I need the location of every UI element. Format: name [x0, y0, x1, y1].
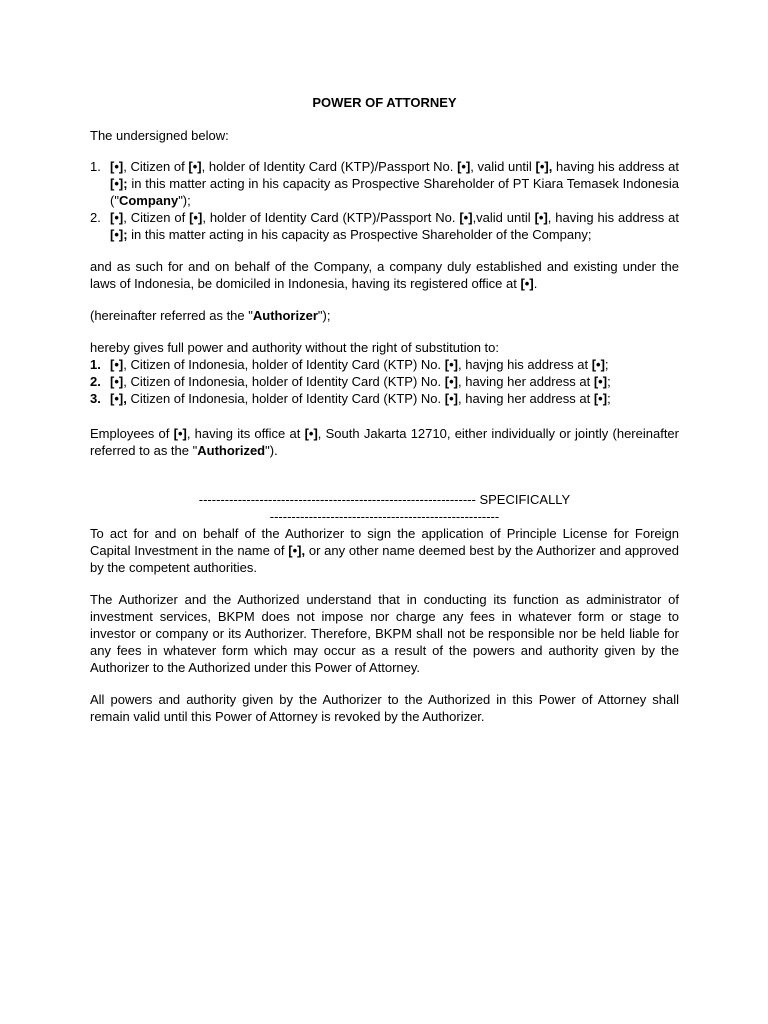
bold-run: [•], — [110, 391, 127, 406]
grantor-number: 1. — [90, 159, 101, 174]
text-run: , Citizen of — [123, 210, 190, 225]
text-run: , South Jakarta 12710, either individually or jointly (hereinafter referred to as the " — [90, 426, 679, 458]
text-run: , Citizen of Indonesia, holder of Identity Card (KTP) No. — [123, 374, 445, 389]
text-run: , having her address at — [457, 391, 594, 406]
text-run: ; — [607, 391, 611, 406]
bold-run: Authorized — [197, 443, 266, 458]
grantor-item — [90, 209, 679, 243]
text-run: "); — [317, 308, 331, 323]
hereinafter-paragraph — [90, 307, 679, 324]
text-run: , valid until — [470, 159, 536, 174]
bold-run: [•] — [188, 159, 202, 174]
bold-run: Authorizer — [252, 308, 318, 323]
bold-run: [•] — [173, 426, 187, 441]
text-run: To act for and on behalf of the Authorizer to sign the application of Principle License for Foreign Capital Investment in the name of — [90, 526, 679, 558]
bold-run: [•] — [444, 374, 458, 389]
text-run: in this matter acting in his capacity as Prospective Shareholder of PT Kiara Temasek Indonesia (" — [110, 176, 679, 208]
bold-run: [•] — [189, 210, 203, 225]
intro-text: The undersigned below: — [90, 128, 229, 143]
text-run: , havjng his address at — [457, 357, 592, 372]
grantee-number: 1. — [90, 357, 101, 372]
text-run: or any other name deemed best by the Authorizer and approved by the competent authorities. — [90, 543, 679, 575]
bold-run: [•] — [457, 159, 471, 174]
grantor-text — [110, 210, 679, 242]
text-run: and as such for and on behalf of the Company, a company duly established and existing under the laws of Indonesia, be domiciled in Indonesia, having its registered office at — [90, 259, 679, 291]
bold-run: [•] — [593, 374, 608, 389]
grantee-text — [110, 357, 609, 372]
text-run: , Citizen of Indonesia, holder of Identity Card (KTP) No. — [123, 357, 445, 372]
grantee-item — [90, 356, 679, 373]
grantee-number: 2. — [90, 374, 101, 389]
bold-run: [•]; — [110, 176, 128, 191]
bold-run: [•], — [535, 159, 553, 174]
text-run: ; — [607, 374, 611, 389]
text-run: ; — [604, 357, 609, 372]
bold-run: [•] — [593, 391, 608, 406]
grant-intro: hereby gives full power and authority without the right of substitution to: — [90, 340, 500, 355]
bold-run: [•] — [304, 426, 318, 441]
text-run: , having his address at — [547, 210, 679, 225]
grantee-text — [110, 374, 611, 389]
bold-run: [•] — [110, 210, 124, 225]
text-run: (hereinafter referred as the " — [90, 308, 253, 323]
specifically-heading: ---------------------------------------------------------------- SPECIFICALLY — [198, 492, 571, 507]
grantee-list — [90, 356, 679, 407]
bold-run: [•] — [110, 357, 124, 372]
specifically-underline: ----------------------------------------------------- — [269, 509, 500, 524]
text-run: "); — [178, 193, 191, 208]
text-run: . — [533, 276, 538, 291]
bold-run: [•] — [459, 210, 473, 225]
text-run: , Citizen of — [123, 159, 189, 174]
bold-run: [•], — [288, 543, 306, 558]
text-run: Employees of — [90, 426, 174, 441]
grantor-number: 2. — [90, 210, 101, 225]
bkpm-paragraph: The Authorizer and the Authorized understand that in conducting its function as administrator of investment services, BKPM does not impose nor charge any fees in whatever form or stage to investor or company or its Authorizer. Therefore, BKPM shall not be responsible nor be held liable for any fees in whatever form which may occur as a result of the powers and authority given by the Authorizer to the Authorized under this Power of Attorney. — [90, 592, 679, 675]
validity-paragraph: All powers and authority given by the Authorizer to the Authorized in this Power of Attorney shall remain valid until this Power of Attorney is revoked by the Authorizer. — [90, 692, 679, 724]
text-run: , having its office at — [186, 426, 305, 441]
text-run: , holder of Identity Card (KTP)/Passport No. — [202, 210, 460, 225]
company-paragraph — [90, 258, 679, 292]
text-run: , holder of Identity Card (KTP)/Passport No. — [201, 159, 458, 174]
employees-paragraph — [90, 425, 679, 459]
bold-run: [•]; — [110, 227, 128, 242]
grantor-item — [90, 158, 679, 209]
bold-run: [•] — [110, 374, 124, 389]
document-title: POWER OF ATTORNEY — [312, 95, 457, 110]
bold-run: Company — [118, 193, 179, 208]
grantee-item — [90, 390, 679, 407]
text-run: having his address at — [552, 159, 679, 174]
bold-run: [•] — [444, 357, 458, 372]
document-body — [90, 94, 679, 725]
bold-run: [•] — [110, 159, 124, 174]
grantee-number: 3. — [90, 391, 101, 406]
text-run: , having her address at — [457, 374, 594, 389]
grantee-item — [90, 373, 679, 390]
grantee-text — [110, 391, 611, 406]
bold-run: [•] — [534, 210, 548, 225]
bold-run: [•] — [444, 391, 458, 406]
act-paragraph — [90, 525, 679, 576]
bold-run: [•] — [591, 357, 605, 372]
grantor-list — [90, 158, 679, 243]
text-run: ,valid until — [472, 210, 535, 225]
text-run: "). — [265, 443, 278, 458]
grantor-text — [110, 159, 679, 208]
bold-run: [•] — [520, 276, 534, 291]
text-run: in this matter acting in his capacity as Prospective Shareholder of the Company; — [127, 227, 592, 242]
text-run: Citizen of Indonesia, holder of Identity Card (KTP) No. — [126, 391, 445, 406]
